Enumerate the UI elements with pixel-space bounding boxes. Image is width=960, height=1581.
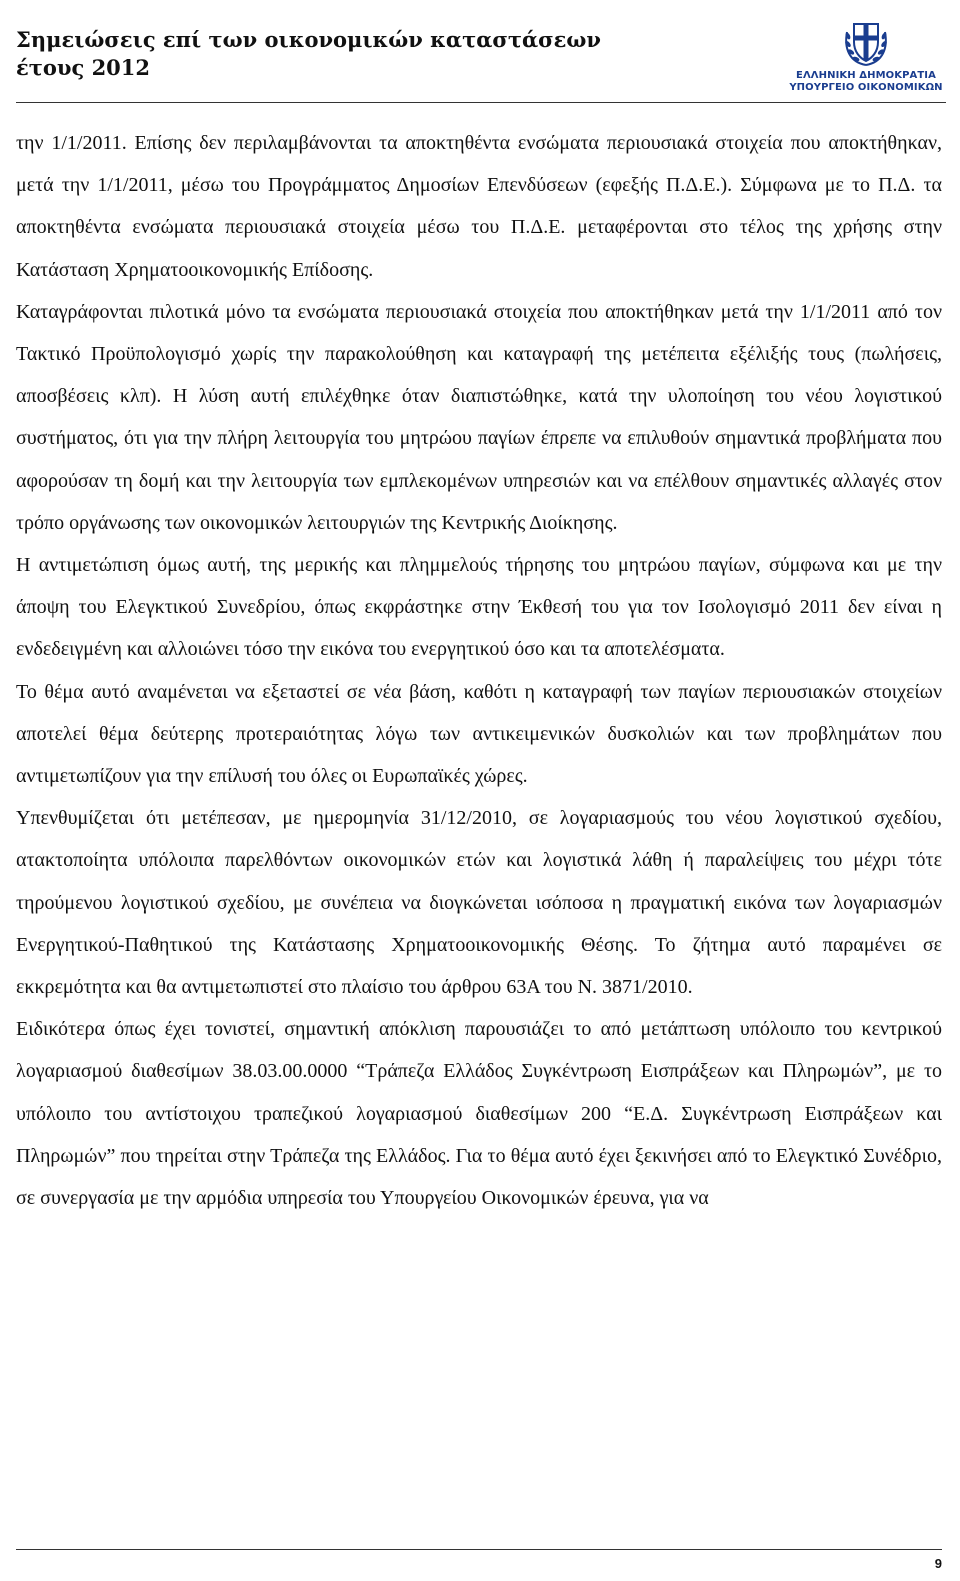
logo-text-line-2: ΥΠΟΥΡΓΕΙΟ ΟΙΚΟΝΟΜΙΚΩΝ	[789, 82, 943, 93]
body-paragraph: την 1/1/2011. Επίσης δεν περιλαμβάνονται τα αποκτηθέντα ενσώματα περιουσιακά στοιχεία που αποκτήθηκαν, μετά την 1/1/2011, μέσω του Προγράμματος Δημοσίων Επενδύσεων (εφεξής Π.Δ.Ε.). Σύμφωνα με το Π.Δ. τα αποκτηθέντα ενσώματα περιουσιακά στοιχεία μέσω του Π.Δ.Ε. μεταφέρονται στο τέλος της χρήσης στην Κατάσταση Χρηματοοικονομικής Επίδοσης.	[16, 132, 942, 281]
document-title	[16, 26, 601, 82]
footer-divider	[16, 1549, 942, 1550]
page-number: 9	[934, 1556, 942, 1571]
logo-text-line-1: ΕΛΛΗΝΙΚΗ ΔΗΜΟΚΡΑΤΙΑ	[796, 70, 936, 81]
page-header	[16, 18, 946, 103]
body-paragraph: Υπενθυμίζεται ότι μετέπεσαν, με ημερομηνία 31/12/2010, σε λογαριασμούς του νέου λογιστικού σχεδίου, ατακτοποίητα υπόλοιπα παρελθόντων οικονομικών ετών και λογιστικά λάθη ή παραλείψεις του μέχρι τότε τηρούμενου λογιστικού σχεδίου, με συνέπεια να διογκώνεται ισόποσα η πραγματική εικόνα των λογαριασμών Ενεργητικού-Παθητικού της Κατάστασης Χρηματοοικονομικής Θέσης. Το ζήτημα αυτό παραμένει σε εκκρεμότητα και θα αντιμετωπιστεί στο πλαίσιο του άρθρου 63Α του Ν. 3871/2010.	[16, 807, 942, 999]
ministry-logo	[786, 18, 946, 96]
body-paragraph: Ειδικότερα όπως έχει τονιστεί, σημαντική απόκλιση παρουσιάζει το από μετάπτωση υπόλοιπο του κεντρικού λογαριασμού διαθεσίμων 38.03.00.0000 “Τράπεζα Ελλάδος Συγκέντρωση Εισπράξεων και Πληρωμών”, με το υπόλοιπο του αντίστοιχου τραπεζικού λογαριασμού διαθεσίμων 200 “Ε.Δ. Συγκέντρωση Εισπράξεων και Πληρωμών” που τηρείται στην Τράπεζα της Ελλάδος. Για το θέμα αυτό έχει ξεκινήσει από το Ελεγκτικό Συνέδριο, σε συνεργασία με την αρμόδια υπηρεσία του Υπουργείου Οικονομικών έρευνα, για να	[16, 1018, 942, 1210]
document-title-line-2: έτους 2012	[16, 55, 151, 80]
document-body	[16, 122, 942, 1219]
body-paragraph: Το θέμα αυτό αναμένεται να εξεταστεί σε νέα βάση, καθότι η καταγραφή των παγίων περιουσιακών στοιχείων αποτελεί θέμα δεύτερης προτεραιότητας λόγω των αντικειμενικών δυσκολιών και των προβλημάτων που αντιμετωπίζουν για την επίλυσή του όλες οι Ευρωπαϊκές χώρες.	[16, 680, 942, 788]
greek-coat-of-arms-icon	[841, 18, 891, 68]
document-title-line-1: Σημειώσεις επί των οικονομικών καταστάσεων	[16, 27, 601, 52]
body-paragraph: Η αντιμετώπιση όμως αυτή, της μερικής και πλημμελούς τήρησης του μητρώου παγίων, σύμφωνα και με την άποψη του Ελεγκτικού Συνεδρίου, όπως εκφράστηκε στην Έκθεσή του για τον Ισολογισμό 2011 δεν είναι η ενδεδειγμένη και αλλοιώνει τόσο την εικόνα του ενεργητικού όσο και τα αποτελέσματα.	[16, 554, 942, 661]
body-paragraph: Καταγράφονται πιλοτικά μόνο τα ενσώματα περιουσιακά στοιχεία που αποκτήθηκαν μετά την 1/1/2011 από τον Τακτικό Προϋπολογισμό χωρίς την παρακολούθηση και καταγραφή της μετέπειτα εξέλιξής τους (πωλήσεις, αποσβέσεις κλπ). Η λύση αυτή επιλέχθηκε όταν διαπιστώθηκε, κατά την υλοποίηση του νέου λογιστικού συστήματος, ότι για την πλήρη λειτουργία του μητρώου παγίων έπρεπε να επιλυθούν σημαντικά προβλήματα που αφορούσαν τη δομή και την λειτουργία των εμπλεκομένων υπηρεσιών και να επέλθουν σημαντικές αλλαγές στον τρόπο οργάνωσης των οικονομικών λειτουργιών της Κεντρικής Διοίκησης.	[16, 300, 942, 534]
header-divider	[16, 102, 946, 103]
